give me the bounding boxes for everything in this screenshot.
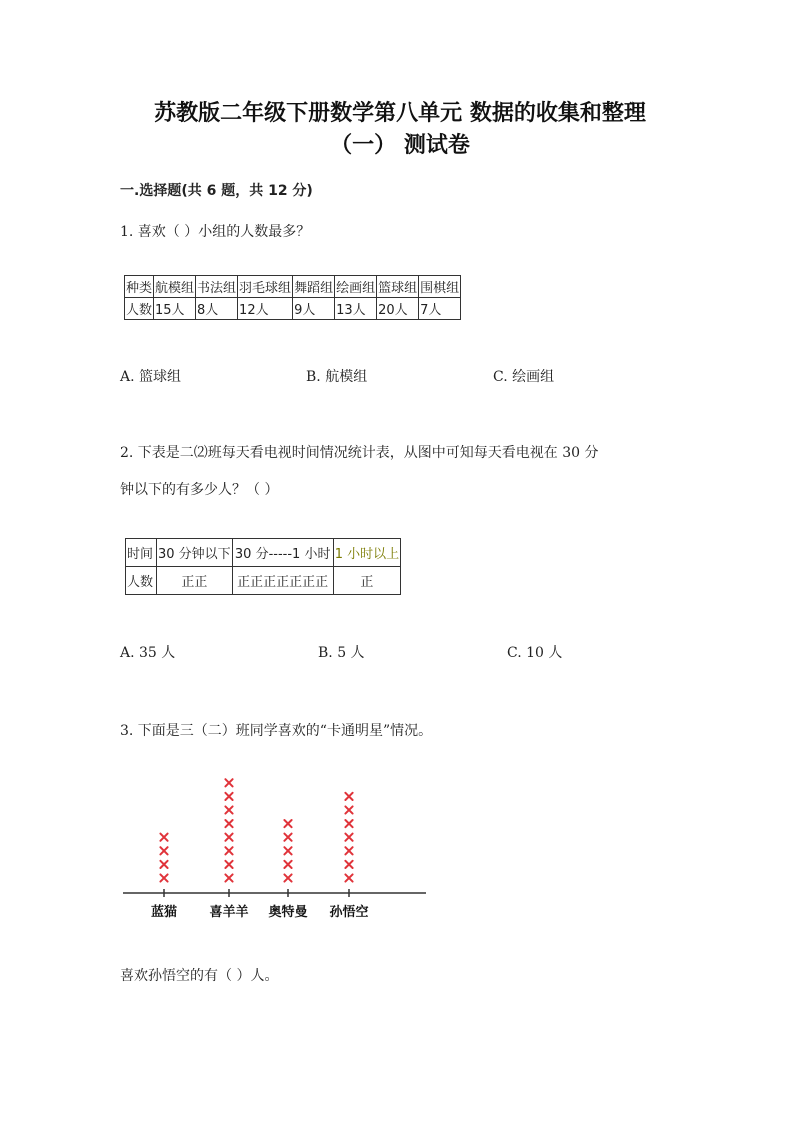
table-cell: 1 小时以上 [333,539,400,567]
table-cell: 30 分钟以下 [157,539,233,567]
table-cell: 7人 [419,298,461,320]
table-cell: 羽毛球组 [238,276,293,298]
table-cell: 正 [333,567,400,595]
pictograph-marker [225,861,232,868]
pictograph-marker [284,874,291,881]
table-cell: 绘画组 [335,276,377,298]
pictograph-marker [284,834,291,841]
table-cell: 13人 [335,298,377,320]
table-cell: 30 分-----1 小时 [232,539,333,567]
pictograph-marker [160,834,167,841]
table-cell: 航模组 [154,276,196,298]
chart-category-label: 蓝猫 [150,905,178,920]
pictograph-marker [345,861,352,868]
table-cell: 8人 [196,298,238,320]
pictograph-marker [225,793,232,800]
table-cell: 围棋组 [419,276,461,298]
chart-category-label: 喜羊羊 [209,905,249,920]
table-cell: 正正 [157,567,233,595]
pictograph-marker [225,806,232,813]
pictograph-marker [160,874,167,881]
pictograph-marker [284,847,291,854]
table-cell: 种类 [125,276,154,298]
pictograph-marker [345,806,352,813]
question-1-text: 1. 喜欢（ ）小组的人数最多？ [120,224,311,240]
table-cell: 人数 [126,567,157,595]
pictograph-marker [345,874,352,881]
pictograph-marker [225,820,232,827]
pictograph-marker [160,861,167,868]
pictograph-marker [284,820,291,827]
section-heading: 一.选择题(共 6 题，共 12 分) [120,183,313,199]
pictograph-marker [225,847,232,854]
question-1-option-c[interactable]: C. 绘画组 [493,369,555,385]
table-cell: 正正正正正正正 [232,567,333,595]
pictograph-marker [345,820,352,827]
question-3-text: 3. 下面是三（二）班同学喜欢的“卡通明星”情况。 [120,723,433,739]
pictograph-marker [284,861,291,868]
table-cell: 时间 [126,539,157,567]
pictograph-marker [225,834,232,841]
pictograph-marker [160,847,167,854]
question-3-follow-up: 喜欢孙悟空的有（ ）人。 [120,968,279,984]
question-2-option-a[interactable]: A. 35 人 [120,645,176,661]
table-cell: 书法组 [196,276,238,298]
table-cell: 20人 [377,298,419,320]
document-title-line-1: 苏教版二年级下册数学第八单元 数据的收集和整理 [154,101,646,126]
question-1-option-b[interactable]: B. 航模组 [306,369,368,385]
chart-category-label: 孙悟空 [329,905,369,920]
question-2-text-line-2: 钟以下的有多少人？（ ） [120,482,279,498]
question-2-option-c[interactable]: C. 10 人 [507,645,563,661]
table-cell: 篮球组 [377,276,419,298]
pictograph-marker [225,874,232,881]
question-2-text-line-1: 2. 下表是二⑵班每天看电视时间情况统计表，从图中可知每天看电视在 30 分 [120,445,599,461]
table-cell: 9人 [293,298,335,320]
pictograph-marker [225,779,232,786]
table-cell: 15人 [154,298,196,320]
pictograph-marker [345,793,352,800]
table-cell: 12人 [238,298,293,320]
document-title-line-2: （一） 测试卷 [330,133,470,158]
table-cell: 人数 [125,298,154,320]
question-1-option-a[interactable]: A. 篮球组 [120,369,182,385]
table-cell: 舞蹈组 [293,276,335,298]
chart-category-label: 奥特曼 [268,905,308,920]
question-2-option-b[interactable]: B. 5 人 [318,645,365,661]
pictograph-marker [345,834,352,841]
pictograph-marker [345,847,352,854]
